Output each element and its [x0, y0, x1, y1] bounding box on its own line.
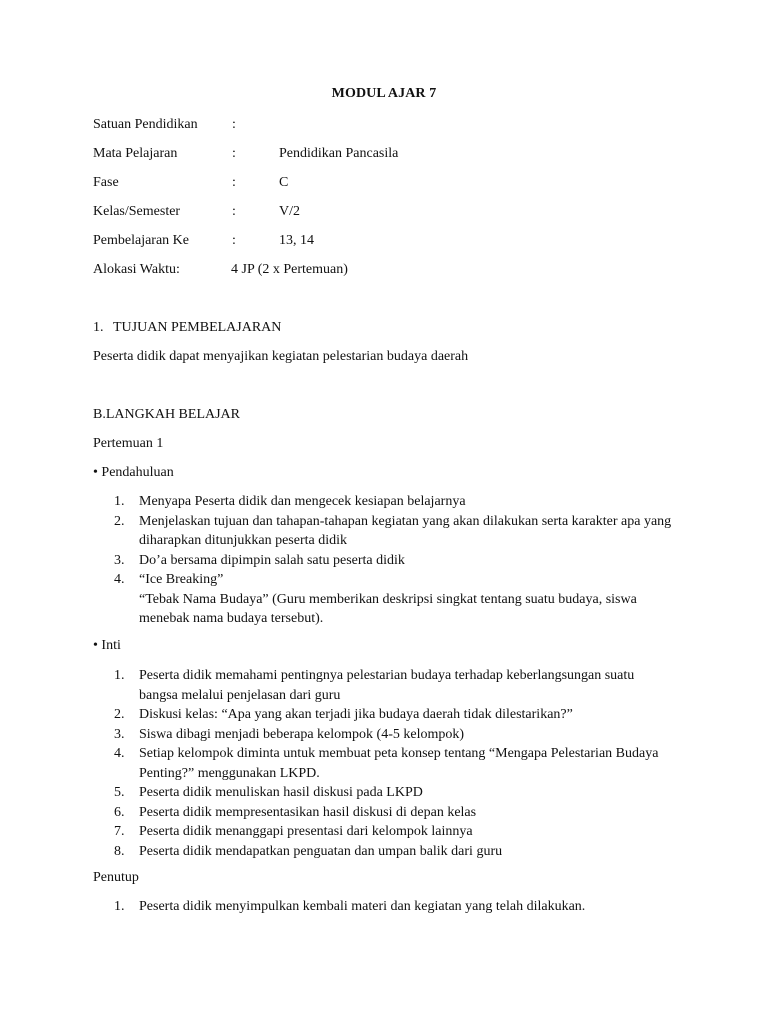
inti-list — [114, 666, 674, 861]
list-item-number: 4. — [114, 572, 125, 587]
document-title: MODUL AJAR 7 — [331, 86, 437, 101]
list-item-number: 4. — [114, 746, 125, 761]
inti-label: • Inti — [93, 638, 121, 653]
list-item — [114, 822, 674, 842]
pendahuluan-list — [114, 492, 674, 629]
list-item — [114, 725, 674, 745]
meta-row-alokasi — [93, 260, 653, 280]
list-item-text: Peserta didik mempresentasikan hasil diskusi di depan kelas — [139, 804, 477, 820]
meta-colon: : — [232, 146, 236, 161]
list-item-number: 5. — [114, 785, 125, 800]
meta-label: Kelas/Semester — [93, 204, 181, 219]
list-item-number: 7. — [114, 824, 125, 839]
list-item — [114, 512, 674, 551]
section-heading-tujuan — [93, 318, 282, 338]
meta-row-fase — [93, 173, 653, 193]
meta-label: Alokasi Waktu: — [93, 262, 180, 277]
list-item — [114, 897, 674, 917]
list-item-text: Menyapa Peserta didik dan mengecek kesiapan belajarnya — [139, 494, 466, 509]
section-number: 1. — [93, 320, 104, 335]
list-item-number: 3. — [114, 552, 125, 568]
meta-value: C — [279, 175, 289, 190]
meta-row-pembelajaran — [93, 231, 653, 251]
meta-label: Mata Pelajaran — [93, 146, 178, 161]
list-item-number: 1. — [114, 668, 125, 683]
meta-colon: : — [232, 204, 236, 219]
list-item-subtext: “Tebak Nama Budaya” (Guru memberikan deskripsi singkat tentang suatu budaya, siswa menebak nama budaya tersebut). — [139, 591, 637, 626]
meta-colon: : — [232, 233, 236, 248]
list-item — [114, 666, 674, 705]
list-item-text: Do’a bersama dipimpin salah satu peserta didik — [139, 552, 405, 568]
pertemuan-label: Pertemuan 1 — [93, 436, 164, 451]
tujuan-text: Peserta didik dapat menyajikan kegiatan pelestarian budaya daerah — [93, 349, 469, 364]
list-item — [114, 803, 674, 823]
meta-label: Pembelajaran Ke — [93, 233, 190, 248]
list-item-text: “Ice Breaking” — [139, 572, 224, 587]
list-item-number: 3. — [114, 726, 125, 742]
meta-row-mapel — [93, 144, 653, 164]
meta-colon: : — [232, 117, 236, 132]
section-heading-langkah: B.LANGKAH BELAJAR — [93, 407, 240, 422]
list-item-text: Peserta didik memahami pentingnya pelestarian budaya terhadap keberlangsungan suatu bangsa melalui penjelasan dari guru — [139, 668, 635, 703]
list-item — [114, 783, 674, 803]
list-item — [114, 492, 674, 512]
list-item — [114, 570, 674, 629]
list-item-number: 1. — [114, 899, 125, 914]
meta-colon: : — [232, 175, 236, 190]
meta-value: 4 JP (2 x Pertemuan) — [231, 262, 348, 277]
list-item — [114, 705, 674, 725]
meta-row-satuan — [93, 115, 653, 135]
penutup-label: Penutup — [93, 870, 139, 885]
list-item — [114, 744, 674, 783]
penutup-list — [114, 897, 674, 917]
meta-value: V/2 — [279, 204, 300, 219]
list-item-number: 2. — [114, 513, 125, 529]
meta-row-kelas — [93, 202, 653, 222]
list-item-text: Diskusi kelas: “Apa yang akan terjadi jika budaya daerah tidak dilestarikan?” — [139, 707, 573, 722]
list-item-text: Setiap kelompok diminta untuk membuat peta konsep tentang “Mengapa Pelestarian Budaya Penting?” menggunakan LKPD. — [139, 746, 659, 781]
list-item-number: 1. — [114, 494, 125, 509]
list-item-number: 6. — [114, 804, 125, 820]
meta-value: Pendidikan Pancasila — [279, 146, 399, 161]
section-title: TUJUAN PEMBELAJARAN — [113, 320, 282, 335]
pendahuluan-label: • Pendahuluan — [93, 465, 174, 480]
list-item-text: Menjelaskan tujuan dan tahapan-tahapan kegiatan yang akan dilakukan serta karakter apa yang diharapkan ditunjukkan peserta didik — [139, 513, 672, 548]
list-item-text: Peserta didik menuliskan hasil diskusi pada LKPD — [139, 785, 423, 800]
meta-label: Satuan Pendidikan — [93, 117, 198, 132]
list-item-text: Peserta didik menanggapi presentasi dari kelompok lainnya — [139, 824, 473, 839]
list-item-number: 8. — [114, 843, 125, 859]
list-item-text: Siswa dibagi menjadi beberapa kelompok (4-5 kelompok) — [139, 726, 465, 742]
list-item-text: Peserta didik menyimpulkan kembali materi dan kegiatan yang telah dilakukan. — [139, 899, 586, 914]
list-item-number: 2. — [114, 707, 125, 722]
meta-label: Fase — [93, 175, 119, 190]
list-item — [114, 842, 674, 862]
list-item-text: Peserta didik mendapatkan penguatan dan umpan balik dari guru — [139, 843, 503, 859]
list-item — [114, 551, 674, 571]
meta-value: 13, 14 — [279, 233, 314, 248]
